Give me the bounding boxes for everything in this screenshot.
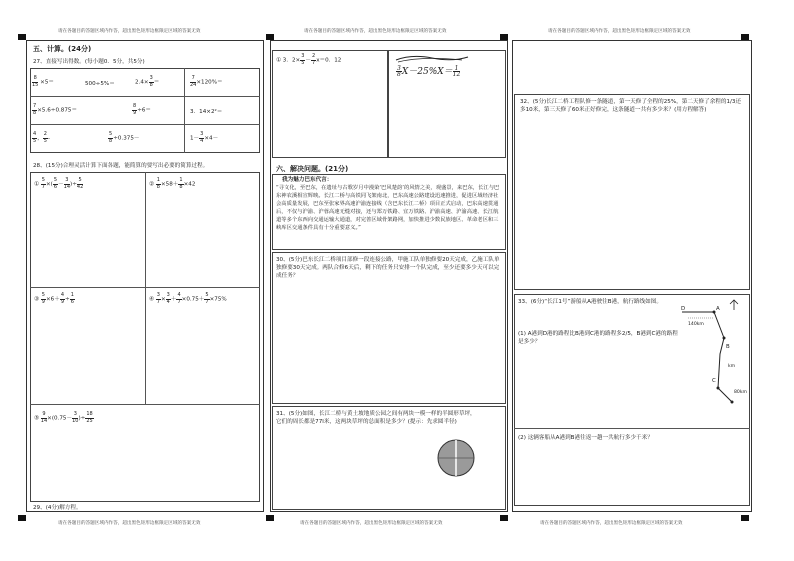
q28-item-2: ② $\frac{1}{8}$ ×58＋ $\frac{1}{8}$ ×42 [149, 177, 196, 190]
map-label-a: A [716, 306, 720, 312]
q27-item-6: $\frac{8}{9}$ ÷6＝ [133, 103, 152, 116]
passage-body: “寻文化，至巴东，在遗址与古歌岁月中漫染‘巴风楚韵’的风情之美，观盛景，来巴东，长江与巴东神农溪相宣辉映。长江二桥与高铁同飞架南北，巴东高速公路建设迅速推进，促进区域经济社会高质量发展，巴东至张家界高速沪渝连接线（含巴东长江二桥）项目正式启动，巴东高速贯通后，不仅与沪渝、沪蓉高速无缝对接，还与郑万铁路、宜万铁路、沪渝高速、沪渝高速、长江航道等多个东西向交通运输大通道，对完善区域骨架路网，加快推进少数民族地区、革命老区和三峡库区交通条件具有十分重要意义。” [276, 185, 500, 231]
equation-box-1 [272, 50, 388, 158]
bottom-notice-right: 请在各题目的答题区域内作答，超出黑色矩形边框限定区域的答案无效 [540, 521, 683, 526]
q27-item-1: $\frac{8}{15}$ ×5＝ [32, 75, 54, 88]
map-label-d: D [681, 306, 686, 312]
map-label-b: B [726, 344, 730, 350]
section5-title: 五、计算。(24分) [33, 45, 92, 53]
corner-mark [18, 515, 26, 521]
grid-line [30, 96, 260, 97]
corner-mark [741, 515, 749, 521]
handwritten-equation: $\frac{3}{8}$ X－25%X＝ $\frac{1}{12}$ [397, 64, 461, 78]
map-distance-2: km [728, 364, 736, 369]
q32-text: 32、(5分)长江二桥工程队修一条隧道，第一天修了全程的25%，第二天修了余程的1/3还多10米，第三天修了60米正好修完，这条隧道一共有多少米？(用方程解答) [520, 99, 742, 114]
corner-mark [500, 515, 508, 521]
grid-line [184, 68, 185, 153]
passage-title: 我为魅力巴东代言： [282, 177, 333, 183]
q28-item-5: ⑤ $\frac{9}{14}$ ×(0.75－ $\frac{3}{10}$ )÷ $\frac{18}{25}$ [34, 411, 93, 424]
grid-line [514, 428, 750, 429]
semicircle-lawn-figure [436, 436, 476, 480]
q27-item-10: 1－ $\frac{3}{4}$ ×4－ [190, 131, 219, 144]
q27-item-4: $\frac{7}{24}$ ×120%＝ [190, 75, 223, 88]
bottom-notice-middle: 请在各题目的答题区域内作答，超出黑色矩形边框限定区域的答案无效 [300, 521, 443, 526]
route-map [680, 298, 746, 426]
top-notice-left: 请在各题目的答题区域内作答，超出黑色矩形边框限定区域的答案无效 [58, 29, 201, 34]
q28-item-1: ① $\frac{5}{7}$ ×( $\frac{5}{6}$ － $\frac{3}{14}$ )÷ $\frac{5}{42}$ [34, 177, 84, 190]
corner-mark [266, 515, 274, 521]
map-distance-1: 140km [688, 322, 704, 327]
q30-text: 30、(5分)巴东长江二桥项目部修一段连接公路，甲施工队单独修要20天完成，乙施工队单独修要30天完成。两队合修6天后，剩下的任务只安排一个队完成，至少还要多少天可以完成任务？ [276, 257, 500, 280]
q27-item-2: 500÷5%＝ [85, 81, 115, 87]
grid-line [30, 404, 260, 405]
q28-item-4: ④ $\frac{3}{7}$ × $\frac{3}{4}$ ＋ $\frac{4}{7}$ ×0.75＋ $\frac{5}{7}$ ×75% [149, 292, 227, 305]
map-label-c: C [712, 378, 716, 384]
q33-sub1: (1) A港到D港的路程比B港到C港的路程多2/5，B港到C港的路程是多少？ [518, 331, 678, 346]
q28-item-3: ③ $\frac{5}{9}$ ×6＋ $\frac{4}{9}$ ÷ $\frac{1}{6}$ [34, 292, 74, 305]
q27-item-8: $\frac{4}{5}$ ， $\frac{2}{5}$ - [33, 131, 51, 144]
grid-line [145, 172, 146, 404]
q33-stem: 33、(6分)“长江1号”游船从A港驶往B港，航行路线如图。 [518, 299, 662, 305]
q27-stem: 27、直接写出得数。(每小题0．5分，共5分) [33, 59, 145, 65]
q33-sub2: (2) 这辆客船从A港到B港往返一趟一共航行多少千米？ [518, 435, 653, 441]
section6-title: 六、解决问题。(21分) [276, 165, 349, 173]
q31-text: 31、(5分)如图，长江二桥与黄土坡地质公园之间有两块一模一样的半圆形草坪，它们的周长都是77l米，这两块草坪的总面积是多少？(提示：先求圆半径) [276, 411, 476, 426]
top-notice-right: 请在各题目的答题区域内作答，超出黑色矩形边框限定区域的答案无效 [548, 29, 691, 34]
q27-item-5: $\frac{7}{8}$ ×5.6÷0.875＝ [33, 103, 78, 116]
equation-1: ① 3．2× $\frac{3}{5}$ － $\frac{2}{7}$ x＝0．12 [276, 53, 342, 66]
grid-line [30, 124, 260, 125]
q27-item-9: $\frac{5}{8}$ ÷0.375－ [109, 131, 140, 144]
q28-stem: 28、(15分)合理灵活计算下面各题，能简算的要写出必要的简算过程。 [33, 163, 209, 169]
q29-stem: 29、(4分)解方程。 [33, 505, 82, 511]
corner-mark [18, 34, 26, 40]
bottom-notice-left: 请在各题目的答题区域内作答，超出黑色矩形边框限定区域的答案无效 [58, 521, 201, 526]
q32-answer-box [514, 94, 750, 290]
top-notice-middle: 请在各题目的答题区域内作答，超出黑色矩形边框限定区域的答案无效 [304, 29, 447, 34]
q27-item-3: 2.4× $\frac{3}{8}$ ＝ [135, 75, 160, 88]
q27-item-7: 3．14×2²＝ [190, 109, 223, 115]
map-distance-3: 80km [734, 390, 747, 395]
